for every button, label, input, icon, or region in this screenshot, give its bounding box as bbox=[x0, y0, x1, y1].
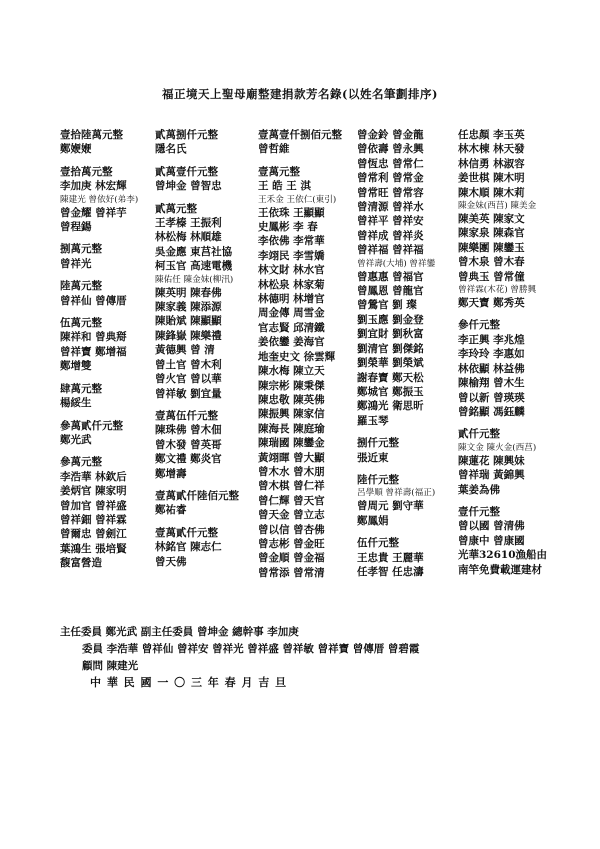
donor-names: 陳鋒嶽 陳樂禮 bbox=[155, 329, 222, 342]
donor-names: 曾清源 曾祥水 bbox=[357, 201, 424, 214]
donor-names: 陳海長 陳庭瑜 bbox=[258, 422, 325, 435]
donor-names: 曾志彬 曾金旺 bbox=[258, 537, 325, 550]
donor-group bbox=[60, 279, 152, 308]
donor-names: 陳宗彬 陳秉傑 bbox=[258, 379, 325, 392]
donor-names: 陳文金 陳火金(西莒) bbox=[458, 442, 537, 453]
donor-names: 曾祥成 曾祥炎 bbox=[357, 229, 424, 242]
donor-group bbox=[60, 316, 152, 374]
donor-names: 隱名氏 bbox=[155, 143, 187, 156]
amount-heading: 壹萬元整 bbox=[258, 165, 300, 178]
committee-members: 委員 李浩華 曾祥仙 曾祥安 曾祥光 曾祥盛 曾祥敏 曾祥寶 曾傳厝 曾碧霞 bbox=[82, 643, 420, 655]
donor-group bbox=[155, 202, 255, 401]
donor-column-3 bbox=[258, 128, 354, 588]
donor-names: 劉榮華 劉榮斌 bbox=[357, 357, 424, 370]
donor-names: 曾木發 曾英哥 bbox=[155, 438, 222, 451]
donor-names: 曾仁輝 曾天官 bbox=[258, 494, 325, 507]
donor-names: 曾加官 曾祥盛 bbox=[60, 499, 127, 512]
donor-names: 鄭文禮 鄭炎官 bbox=[155, 453, 222, 466]
amount-heading: 壹仟元整 bbox=[458, 505, 500, 518]
donor-names: 吳金應 東莒社協 bbox=[155, 245, 233, 258]
donor-column-5 bbox=[458, 128, 550, 585]
amount-heading: 肆萬元整 bbox=[60, 382, 102, 395]
donor-names: 曾祥霖(木花) 曾勝興 bbox=[458, 285, 537, 296]
amount-heading: 捌仟元整 bbox=[357, 437, 399, 450]
donor-group bbox=[60, 455, 152, 570]
committee-leaders: 主任委員 鄭光武 副主任委員 曾坤金 總幹事 李加庚 bbox=[60, 626, 299, 638]
donor-names: 曾典玉 曾常僮 bbox=[458, 270, 525, 283]
donor-names: 鄭㛹㛹 bbox=[60, 143, 92, 156]
donor-names: 黃翊暉 曾大顯 bbox=[258, 451, 325, 464]
donor-names: 林松梅 林順雄 bbox=[155, 231, 222, 244]
donor-names: 曾金耀 曾祥芋 bbox=[60, 206, 127, 219]
donor-names: 鄭祐睿 bbox=[155, 504, 187, 517]
donor-names: 陳蓮花 陳興妹 bbox=[458, 454, 525, 467]
donor-names: 曾土官 曾木利 bbox=[155, 358, 222, 371]
donor-names: 曾銘顯 馮鈺麟 bbox=[458, 405, 525, 418]
donor-names: 曾康中 曾康國 bbox=[458, 534, 525, 547]
donor-group bbox=[458, 318, 550, 419]
donor-names: 陳水梅 陳立天 bbox=[258, 365, 325, 378]
donor-names: 劉玉應 劉金登 bbox=[357, 313, 424, 326]
donor-names: 陳貽斌 陳顯顯 bbox=[155, 315, 222, 328]
donor-group bbox=[155, 165, 255, 194]
amount-heading: 參仟元整 bbox=[458, 319, 500, 332]
donor-names: 馥富營造 bbox=[60, 557, 102, 570]
amount-heading: 貳萬壹仟元整 bbox=[155, 165, 218, 178]
donor-group bbox=[258, 165, 354, 580]
donor-names: 曾以信 曾杏佛 bbox=[258, 523, 325, 536]
donor-group bbox=[155, 409, 255, 481]
donor-names: 曾以新 曾瑛瑛 bbox=[458, 391, 525, 404]
donor-column-4 bbox=[357, 128, 453, 587]
donor-names: 王 皓 王 淇 bbox=[258, 180, 311, 193]
amount-heading: 伍仟元整 bbox=[357, 537, 399, 550]
amount-heading: 捌萬元整 bbox=[60, 243, 102, 256]
donor-names: 鄭增雙 bbox=[60, 360, 92, 373]
donor-names: 姜依鑾 姜海官 bbox=[258, 336, 325, 349]
donor-names: 曾天佛 bbox=[155, 555, 187, 568]
donor-names: 陳金妹(西莒) 陳美金 bbox=[458, 201, 537, 212]
donor-names: 陳美英 陳家文 bbox=[458, 213, 525, 226]
donor-group bbox=[155, 489, 255, 518]
donor-names: 林木棟 林天發 bbox=[458, 143, 525, 156]
committee-block bbox=[60, 624, 560, 675]
donor-names: 曾木泉 曾木春 bbox=[458, 256, 525, 269]
amount-heading: 壹萬貳仟元整 bbox=[155, 526, 218, 539]
donor-names: 陳佑任 陳金妹(柳汛) bbox=[155, 274, 234, 285]
amount-heading: 壹萬貳仟陸佰元整 bbox=[155, 489, 239, 502]
donor-names: 曾哲維 bbox=[258, 143, 290, 156]
donor-group bbox=[258, 128, 354, 157]
donor-names: 曾木棋 曾仁祥 bbox=[258, 480, 325, 493]
donor-group bbox=[60, 242, 152, 271]
donor-names: 陳榆翔 曾木生 bbox=[458, 377, 525, 390]
donor-names: 曾祥平 曾祥安 bbox=[357, 215, 424, 228]
donor-group bbox=[155, 526, 255, 569]
donor-group bbox=[357, 436, 453, 465]
donor-names: 羅玉琴 bbox=[357, 414, 389, 427]
donor-names: 曾程鍚 bbox=[60, 221, 92, 234]
donor-names: 曾木水 曾木朋 bbox=[258, 465, 325, 478]
donor-column-2 bbox=[155, 128, 255, 577]
donor-names: 呂學順 曾祥壽(福正) bbox=[357, 488, 436, 499]
donor-names: 王忠貴 王麗華 bbox=[357, 551, 424, 564]
amount-heading: 貳萬捌仟元整 bbox=[155, 129, 218, 141]
donor-names: 曾祥仙 曾傳厝 bbox=[60, 294, 127, 307]
donor-names: 陳忠敬 陳英佛 bbox=[258, 393, 325, 406]
donor-names: 史鳳彬 李 春 bbox=[258, 221, 318, 234]
donor-names: 林信勇 林淑容 bbox=[458, 157, 525, 170]
donor-names: 地奎史文 徐雲輝 bbox=[258, 350, 336, 363]
donor-names: 曾祥壽(大埔) 曾祥鑾 bbox=[357, 258, 436, 269]
donor-names: 姜世棋 陳木明 bbox=[458, 172, 525, 185]
donor-names: 林德明 林增官 bbox=[258, 293, 325, 306]
donor-names: 林松泉 林家菊 bbox=[258, 278, 325, 291]
donor-names: 任孝智 任忠濤 bbox=[357, 565, 424, 578]
donor-group bbox=[458, 427, 550, 497]
donor-names: 曾常旺 曾常容 bbox=[357, 186, 424, 199]
donor-names: 李玲玲 李惠如 bbox=[458, 348, 525, 361]
donor-group bbox=[60, 382, 152, 411]
donor-names: 曾天金 曾立志 bbox=[258, 509, 325, 522]
donor-names: 光華32610漁船由 bbox=[458, 549, 548, 562]
donor-names: 林銘官 陳志仁 bbox=[155, 541, 222, 554]
donor-names: 鄭鳳娟 bbox=[357, 514, 389, 527]
amount-heading: 陸仟元整 bbox=[357, 473, 399, 486]
donor-names: 曾祥福 曾祥福 bbox=[357, 244, 424, 257]
donor-names: 王禾金 王依仁(東引) bbox=[258, 194, 337, 205]
donor-names: 曾常添 曾常清 bbox=[258, 566, 325, 579]
donor-names: 陳家泉 陳森官 bbox=[458, 227, 525, 240]
donor-names: 曾坤金 曾智忠 bbox=[155, 180, 222, 193]
amount-heading: 壹拾陸萬元整 bbox=[60, 129, 123, 141]
donor-group bbox=[155, 128, 255, 157]
donor-names: 姜炳官 陳家明 bbox=[60, 485, 127, 498]
donor-names: 鄭光武 bbox=[60, 433, 92, 446]
donor-names: 曾常利 曾常金 bbox=[357, 172, 424, 185]
donor-group bbox=[357, 128, 453, 428]
donor-names: 曾鳳恩 曾龍官 bbox=[357, 285, 424, 298]
donor-names: 張近東 bbox=[357, 451, 389, 464]
donor-names: 陳樂團 陳鑾玉 bbox=[458, 241, 525, 254]
donor-names: 陳英明 陳春佛 bbox=[155, 286, 222, 299]
page-title: 福正境天上聖母廟整建捐款芳名錄(以姓名筆劃排序) bbox=[162, 87, 438, 101]
donor-group bbox=[458, 128, 550, 310]
donor-names: 周金傳 周雪金 bbox=[258, 307, 325, 320]
donor-names: 劉清官 劉傑銘 bbox=[357, 342, 424, 355]
donor-names: 黃德興 曾 清 bbox=[155, 344, 215, 357]
donor-names: 曾周元 劉守華 bbox=[357, 500, 424, 513]
donor-names: 李浩華 林欽后 bbox=[60, 470, 127, 483]
donor-names: 鄭鴻光 衛思昕 bbox=[357, 400, 424, 413]
donor-group bbox=[357, 536, 453, 579]
donor-names: 林文財 林水官 bbox=[258, 264, 325, 277]
donor-names: 曾祥寶 鄭增福 bbox=[60, 345, 127, 358]
donor-names: 葉姜為佛 bbox=[458, 483, 500, 496]
donor-names: 曾祥光 bbox=[60, 257, 92, 270]
donor-names: 陳木順 陳木莉 bbox=[458, 186, 525, 199]
donor-names: 柯玉官 高速電機 bbox=[155, 260, 233, 273]
donor-group bbox=[60, 419, 152, 448]
donor-group bbox=[60, 165, 152, 235]
donor-names: 劉宜財 劉秋富 bbox=[357, 328, 424, 341]
donor-names: 李依佛 李常華 bbox=[258, 235, 325, 248]
donor-names: 李加庚 林宏輝 bbox=[60, 180, 127, 193]
amount-heading: 壹萬伍仟元整 bbox=[155, 409, 218, 422]
donor-names: 曾金鈴 曾金龍 bbox=[357, 129, 424, 141]
donor-names: 李翊民 李雪嬌 bbox=[258, 249, 325, 262]
donor-names: 李正興 李兆煌 bbox=[458, 333, 525, 346]
donor-group bbox=[458, 505, 550, 577]
donor-names: 葉鴻生 張培賢 bbox=[60, 542, 127, 555]
donor-names: 楊綏生 bbox=[60, 397, 92, 410]
donor-names: 陳祥和 曾典搿 bbox=[60, 331, 127, 344]
date-line: 中 華 民 國 一 〇 三 年 春 月 吉 旦 bbox=[90, 676, 288, 689]
amount-heading: 伍萬元整 bbox=[60, 317, 102, 330]
amount-heading: 參萬元整 bbox=[60, 456, 102, 469]
donor-names: 曾祥瑞 黃錦興 bbox=[458, 469, 525, 482]
donor-names: 鄭城官 鄭振玉 bbox=[357, 385, 424, 398]
donor-names: 鄭增壽 bbox=[155, 467, 187, 480]
donor-names: 任忠顏 李玉英 bbox=[458, 129, 525, 141]
donor-names: 謝春寶 鄭天松 bbox=[357, 371, 424, 384]
donor-names: 陳家義 陳添源 bbox=[155, 301, 222, 314]
amount-heading: 壹拾萬元整 bbox=[60, 165, 113, 178]
donor-names: 曾爾忠 曾劍江 bbox=[60, 528, 127, 541]
donor-names: 陳瑞國 陳鑾金 bbox=[258, 437, 325, 450]
committee-advisor: 顧問 陳建光 bbox=[82, 660, 139, 672]
donor-names: 曾鶯官 劉 璨 bbox=[357, 299, 417, 312]
donor-names: 陳建光 曾依好(弟李) bbox=[60, 194, 139, 205]
amount-heading: 壹萬壹仟捌佰元整 bbox=[258, 129, 342, 141]
donor-names: 曾以國 曾清佛 bbox=[458, 520, 525, 533]
donor-names: 曾金順 曾金福 bbox=[258, 552, 325, 565]
amount-heading: 貳萬元整 bbox=[155, 202, 197, 215]
donor-names: 曾恆忠 曾常仁 bbox=[357, 157, 424, 170]
donor-column-1 bbox=[60, 128, 152, 579]
donor-names: 王孝榛 王振利 bbox=[155, 217, 222, 230]
donor-names: 陳振興 陳家信 bbox=[258, 408, 325, 421]
donor-names: 官志賢 邱清鐵 bbox=[258, 321, 325, 334]
amount-heading: 貳仟元整 bbox=[458, 428, 500, 441]
amount-heading: 參萬貳仟元整 bbox=[60, 419, 123, 432]
donor-group bbox=[357, 473, 453, 528]
donor-names: 陳珠佛 曾木佃 bbox=[155, 424, 222, 437]
amount-heading: 陸萬元整 bbox=[60, 280, 102, 293]
donor-names: 曾祥鈿 曾祥霖 bbox=[60, 513, 127, 526]
donor-group bbox=[60, 128, 152, 157]
donor-names: 王依珠 王顯顯 bbox=[258, 206, 325, 219]
donor-names: 林依顯 林益佛 bbox=[458, 362, 525, 375]
donor-names: 曾火官 曾以華 bbox=[155, 373, 222, 386]
donor-names: 南竿免費載運建材 bbox=[458, 563, 542, 576]
donor-names: 曾依壽 曾永興 bbox=[357, 143, 424, 156]
donor-names: 曾惠惠 曾福官 bbox=[357, 270, 424, 283]
donor-names: 曾祥敏 劉宜量 bbox=[155, 387, 222, 400]
donor-names: 鄭天寶 鄭秀英 bbox=[458, 297, 525, 310]
